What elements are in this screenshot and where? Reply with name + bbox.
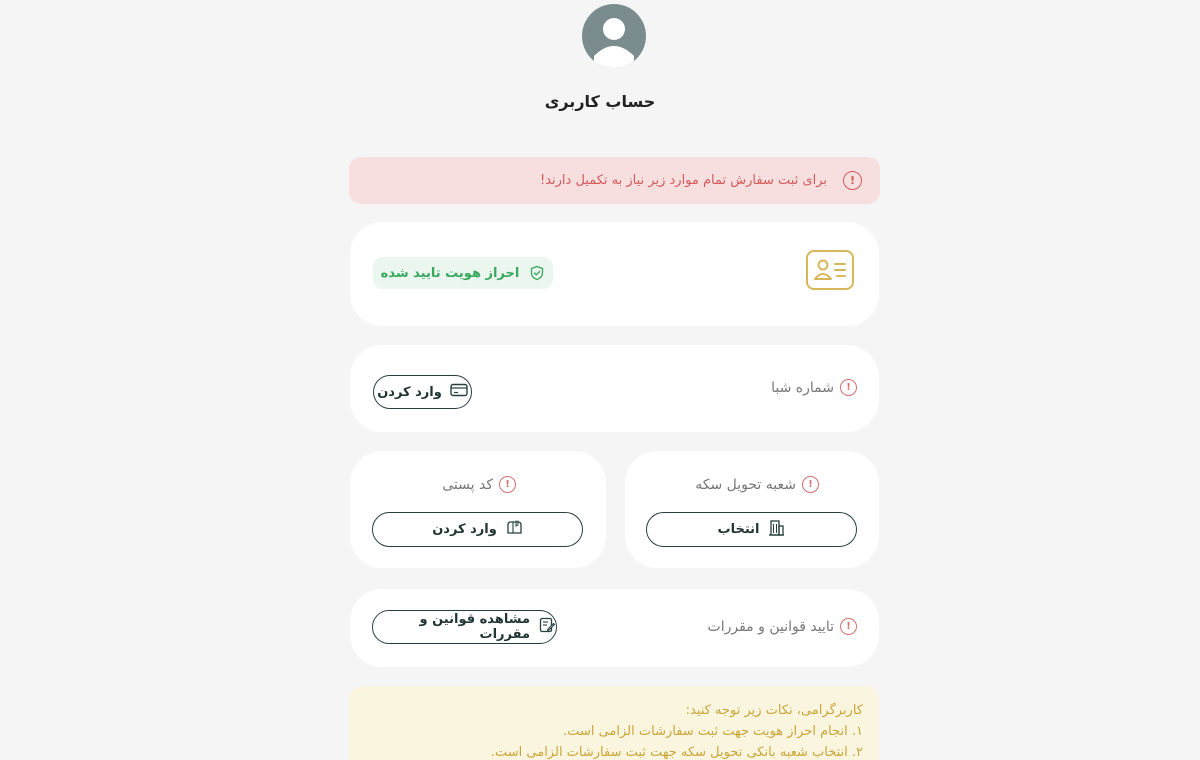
postal-card: [350, 451, 606, 568]
branch-label-row: [695, 476, 819, 493]
postal-button-label: وارد کردن: [432, 522, 497, 537]
terms-label: تایید قوانین و مقررات: [707, 618, 834, 635]
page-title: حساب کاربری: [544, 92, 656, 111]
document-edit-icon: [538, 616, 556, 638]
exclamation-circle-icon: !: [499, 476, 516, 493]
exclamation-circle-icon: !: [840, 618, 857, 635]
terms-card: [350, 589, 879, 667]
branch-label: شعبه تحویل سکه: [695, 476, 796, 493]
identity-verified-badge: [373, 257, 553, 289]
notes-box: [349, 686, 879, 760]
terms-button-label: مشاهده قوانین و مقررات: [419, 612, 530, 642]
terms-label-row: [708, 618, 857, 635]
sheba-card: [350, 345, 879, 432]
sheba-button-label: وارد کردن: [377, 384, 442, 400]
requirements-alert: [349, 157, 880, 204]
exclamation-circle-icon: !: [843, 171, 862, 190]
notes-item: ۲. انتخاب شعبه بانکی تحویل سکه جهت ثبت سفارشات الزامی است.: [490, 745, 863, 760]
exclamation-circle-icon: !: [802, 476, 819, 493]
shield-check-icon: [529, 265, 545, 281]
notes-item: ۱. انجام احراز هویت جهت ثبت سفارشات الزامی است.: [563, 724, 863, 739]
view-terms-button[interactable]: [372, 610, 557, 644]
postal-label-row: [442, 476, 516, 493]
id-card-icon: [806, 250, 854, 290]
exclamation-circle-icon: !: [840, 379, 857, 396]
sheba-enter-button[interactable]: [373, 375, 472, 409]
notes-intro: کاربرگرامی، نکات زیر توجه کنید:: [685, 703, 863, 718]
identity-card: [350, 222, 879, 326]
branch-button-label: انتخاب: [717, 522, 760, 537]
alert-text: برای ثبت سفارش تمام موارد زیر نیاز به تکمیل دارند!: [539, 173, 827, 188]
sheba-label-row: [771, 379, 857, 396]
postal-label: کد پستی: [442, 476, 493, 493]
sheba-label: شماره شبا: [771, 379, 834, 396]
credit-card-icon: [450, 383, 468, 401]
identity-status-label: احراز هویت تایید شده: [380, 265, 520, 281]
branch-select-button[interactable]: [646, 512, 857, 547]
building-icon: [767, 519, 785, 541]
postal-enter-button[interactable]: [372, 512, 583, 547]
branch-card: [625, 451, 879, 568]
user-avatar-icon: [582, 4, 646, 68]
mailbox-icon: [505, 519, 523, 541]
